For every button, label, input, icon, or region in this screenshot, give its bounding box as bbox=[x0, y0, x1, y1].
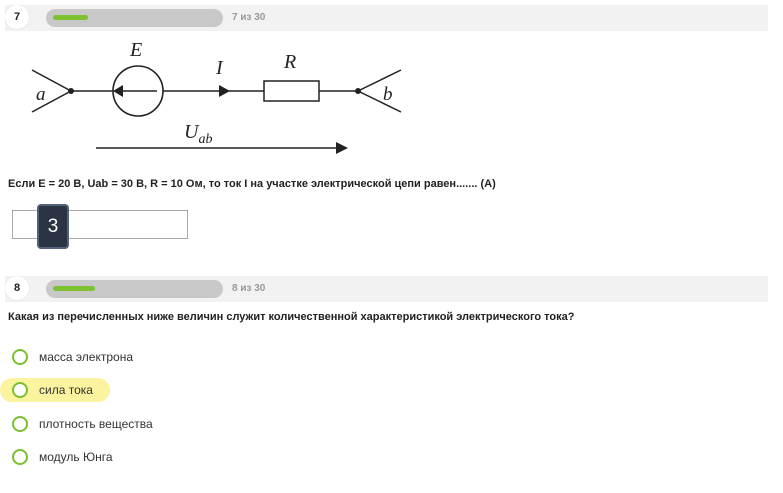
question-7-header bbox=[5, 5, 768, 31]
voltage-arrowhead bbox=[336, 142, 348, 154]
label-u: U bbox=[184, 121, 199, 143]
progress-fill bbox=[53, 15, 88, 20]
label-i: I bbox=[216, 57, 223, 79]
terminal-b-shape bbox=[358, 70, 401, 112]
question-number[interactable]: 8 bbox=[5, 276, 29, 300]
label-a: a bbox=[36, 84, 46, 105]
question-8-text: Какая из перечисленных ниже величин служит количественной характеристикой электрического тока? bbox=[8, 311, 575, 323]
option-label: плотность вещества bbox=[39, 417, 153, 431]
question-7-text: Если E = 20 В, Uab = 30 В, R = 10 Ом, то ток I на участке электрической цепи равен....... (А) bbox=[8, 178, 496, 190]
circuit-diagram bbox=[26, 34, 426, 166]
label-u-sub: ab bbox=[198, 132, 213, 147]
progress-bar bbox=[46, 280, 223, 298]
question-number[interactable]: 7 bbox=[5, 5, 29, 29]
radio-icon[interactable] bbox=[12, 449, 28, 465]
radio-icon[interactable] bbox=[12, 382, 28, 398]
svg-text:Uab bbox=[184, 121, 212, 147]
question-counter: 8 из 30 bbox=[232, 283, 266, 294]
radio-icon[interactable] bbox=[12, 349, 28, 365]
label-b: b bbox=[383, 84, 393, 105]
resistor bbox=[264, 81, 319, 101]
question-counter: 7 из 30 bbox=[232, 12, 266, 23]
option-label: сила тока bbox=[39, 383, 93, 397]
question-8-header bbox=[5, 276, 768, 302]
option-label: модуль Юнга bbox=[39, 450, 113, 464]
annotation-badge: 3 bbox=[37, 204, 69, 249]
option-label: масса электрона bbox=[39, 350, 133, 364]
progress-bar bbox=[46, 9, 223, 27]
label-e: E bbox=[130, 39, 143, 61]
label-r: R bbox=[284, 51, 297, 73]
progress-fill bbox=[53, 286, 95, 291]
radio-icon[interactable] bbox=[12, 416, 28, 432]
current-arrowhead bbox=[219, 85, 230, 97]
